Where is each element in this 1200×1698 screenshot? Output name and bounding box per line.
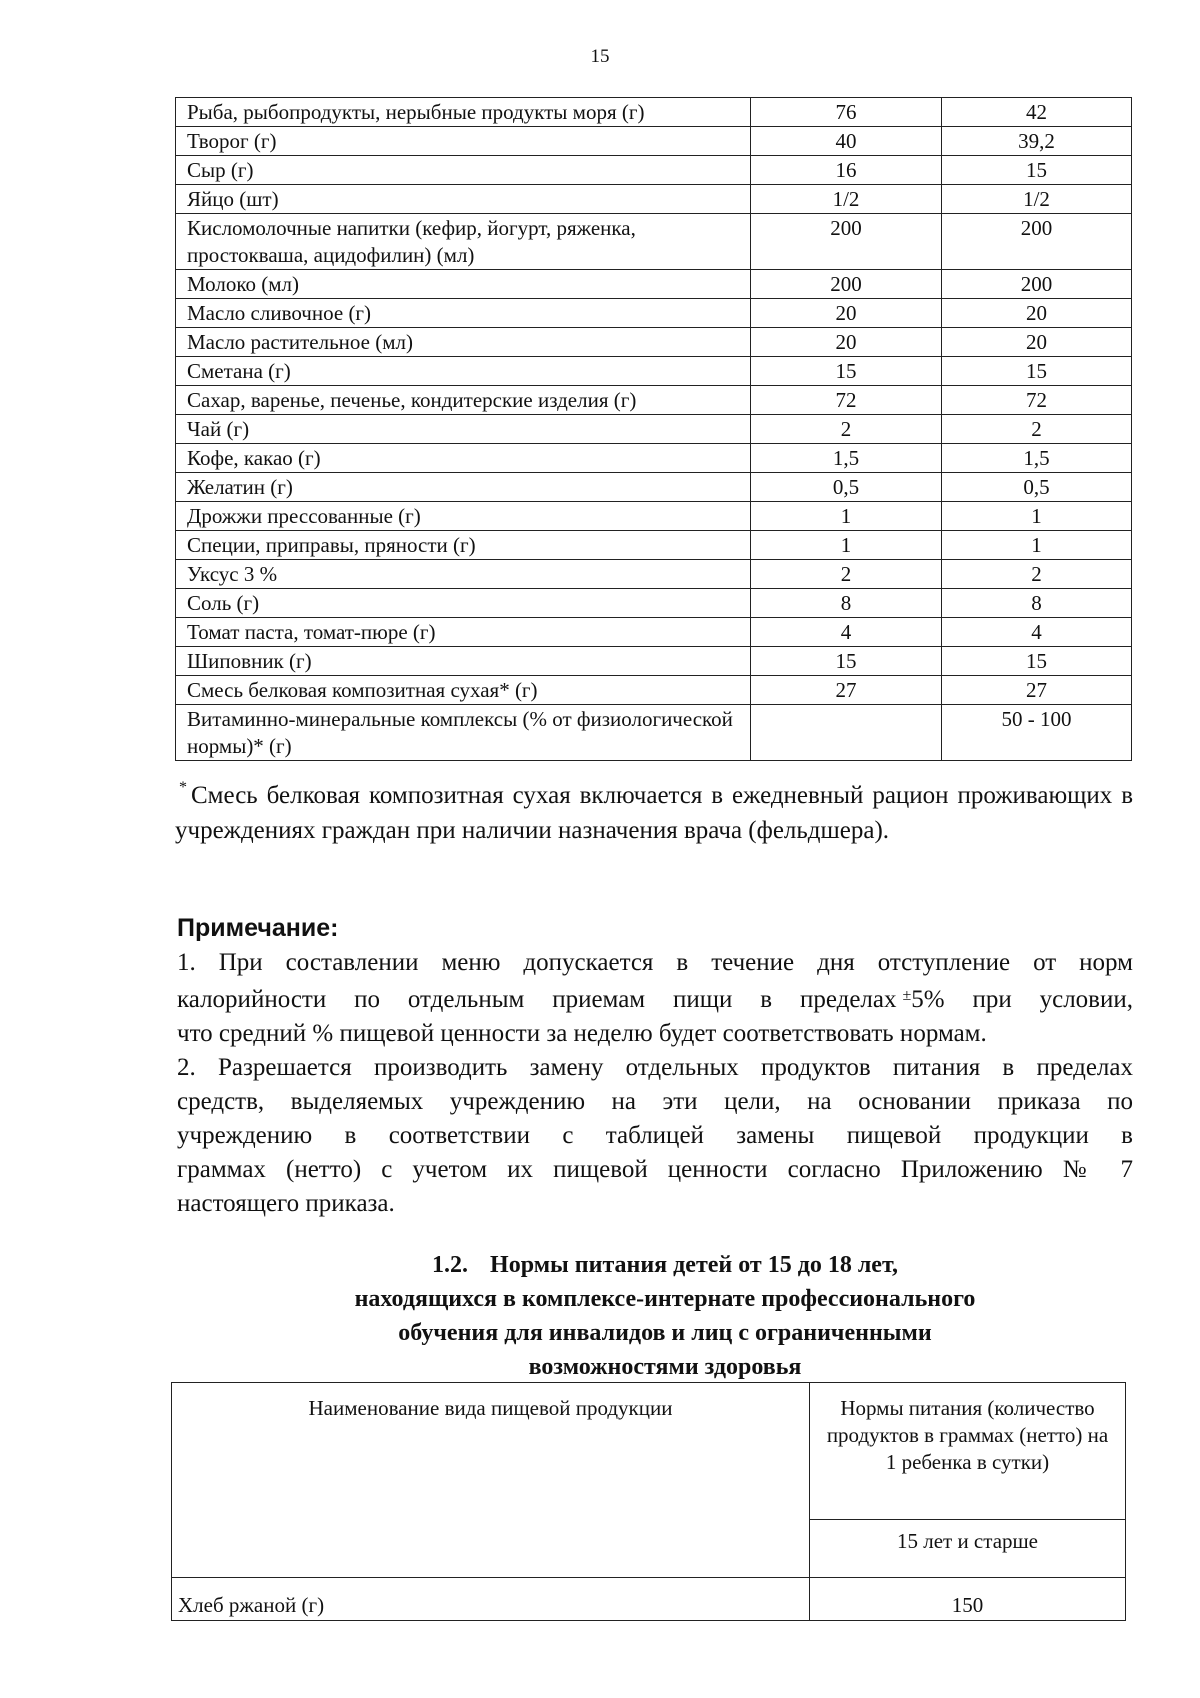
product-name-cell: Масло сливочное (г) [176, 299, 751, 328]
table-row [176, 502, 1132, 531]
value-cell: 150 [810, 1578, 1126, 1621]
notes-block [177, 946, 1133, 1221]
table-row [176, 560, 1132, 589]
note-line: учреждению в соответствии с таблицей замены пищевой продукции в [177, 1122, 1133, 1149]
section-line: обучения для инвалидов и лиц с ограниченными [398, 1320, 932, 1346]
header-age: 15 лет и старше [810, 1520, 1126, 1578]
table-row [176, 386, 1132, 415]
table-row [176, 589, 1132, 618]
product-name-cell: Яйцо (шт) [176, 185, 751, 214]
norms-table [171, 1382, 1126, 1621]
value-cell-2: 1 [942, 531, 1132, 560]
product-name-cell: Сахар, варенье, печенье, кондитерские изделия (г) [176, 386, 751, 415]
table-row [176, 156, 1132, 185]
header-product-name: Наименование вида пищевой продукции [172, 1383, 810, 1578]
value-cell-1: 1 [751, 502, 942, 531]
table-row [176, 299, 1132, 328]
value-cell-1: 1 [751, 531, 942, 560]
footnote [175, 778, 1133, 848]
value-cell-1: 16 [751, 156, 942, 185]
note-line: что средний % пищевой ценности за неделю будет соответствовать нормам. [177, 1020, 987, 1047]
table-row [176, 127, 1132, 156]
value-cell-2: 20 [942, 299, 1132, 328]
note-line: 2. Разрешается производить замену отдельных продуктов питания в пределах [177, 1054, 1133, 1081]
value-cell-2: 200 [942, 270, 1132, 299]
product-name-cell: Желатин (г) [176, 473, 751, 502]
page-number: 15 [590, 46, 610, 67]
table-row [176, 618, 1132, 647]
table-row [176, 676, 1132, 705]
product-name-cell: Томат паста, томат-пюре (г) [176, 618, 751, 647]
value-cell-1: 4 [751, 618, 942, 647]
product-name-cell: Смесь белковая композитная сухая* (г) [176, 676, 751, 705]
value-cell-1: 40 [751, 127, 942, 156]
table-row [176, 415, 1132, 444]
note-text: 5% при условии, [911, 986, 1133, 1013]
value-cell-2: 50 - 100 [942, 705, 1132, 761]
table-row [176, 98, 1132, 127]
section-number: 1.2. [432, 1252, 469, 1278]
table-row [176, 270, 1132, 299]
value-cell-2: 200 [942, 214, 1132, 270]
product-name-cell: Уксус 3 % [176, 560, 751, 589]
note-title: Примечание: [177, 914, 339, 942]
header-norms: Нормы питания (количество продуктов в граммах (нетто) на 1 ребенка в сутки) [810, 1383, 1126, 1520]
value-cell-2: 39,2 [942, 127, 1132, 156]
product-name-cell: Витаминно-минеральные комплексы (% от физиологической нормы)* (г) [176, 705, 751, 761]
nutrition-table [175, 97, 1132, 761]
value-cell-1: 76 [751, 98, 942, 127]
value-cell-1: 15 [751, 357, 942, 386]
value-cell-2: 0,5 [942, 473, 1132, 502]
table-row [176, 647, 1132, 676]
note-line: граммах (нетто) с учетом их пищевой ценности согласно Приложению № 7 [177, 1156, 1133, 1183]
value-cell-1: 200 [751, 214, 942, 270]
note-text: калорийности по отдельным приемам пищи в пределах [177, 986, 897, 1013]
product-name-cell: Соль (г) [176, 589, 751, 618]
value-cell-2: 8 [942, 589, 1132, 618]
value-cell-1: 20 [751, 299, 942, 328]
value-cell-2: 15 [942, 647, 1132, 676]
table-header-row [172, 1383, 1126, 1520]
product-name-cell: Кофе, какао (г) [176, 444, 751, 473]
note-line: средств, выделяемых учреждению на эти цели, на основании приказа по [177, 1088, 1133, 1115]
table-row [176, 357, 1132, 386]
value-cell-1: 2 [751, 415, 942, 444]
section-heading [300, 1248, 1030, 1384]
product-name-cell: Кисломолочные напитки (кефир, йогурт, ряженка, простокваша, ацидофилин) (мл) [176, 214, 751, 270]
product-name-cell: Специи, приправы, пряности (г) [176, 531, 751, 560]
value-cell-2: 1,5 [942, 444, 1132, 473]
section-line: находящихся в комплексе-интернате профессионального [354, 1286, 976, 1312]
value-cell-1: 0,5 [751, 473, 942, 502]
section-line: возможностями здоровья [528, 1354, 802, 1380]
value-cell-2: 27 [942, 676, 1132, 705]
value-cell-1 [751, 705, 942, 761]
product-name-cell: Сметана (г) [176, 357, 751, 386]
value-cell-1: 72 [751, 386, 942, 415]
value-cell-1: 1/2 [751, 185, 942, 214]
product-name-cell: Творог (г) [176, 127, 751, 156]
product-name-cell: Шиповник (г) [176, 647, 751, 676]
value-cell-2: 1 [942, 502, 1132, 531]
note-line [177, 983, 1133, 1017]
table-row [176, 473, 1132, 502]
value-cell-1: 1,5 [751, 444, 942, 473]
value-cell-2: 15 [942, 357, 1132, 386]
value-cell-2: 72 [942, 386, 1132, 415]
product-name-cell: Молоко (мл) [176, 270, 751, 299]
footnote-marker: * [179, 779, 187, 796]
value-cell-2: 20 [942, 328, 1132, 357]
value-cell-2: 1/2 [942, 185, 1132, 214]
product-name-cell: Чай (г) [176, 415, 751, 444]
value-cell-1: 2 [751, 560, 942, 589]
product-name-cell: Хлеб ржаной (г) [172, 1578, 810, 1621]
note-line: 1. При составлении меню допускается в течение дня отступление от норм [177, 949, 1133, 976]
product-name-cell: Рыба, рыбопродукты, нерыбные продукты моря (г) [176, 98, 751, 127]
table-row [176, 705, 1132, 761]
product-name-cell: Дрожжи прессованные (г) [176, 502, 751, 531]
value-cell-1: 27 [751, 676, 942, 705]
value-cell-1: 15 [751, 647, 942, 676]
table-row [176, 444, 1132, 473]
value-cell-2: 2 [942, 560, 1132, 589]
product-name-cell: Масло растительное (мл) [176, 328, 751, 357]
plus-minus-sign: ± [902, 987, 912, 1004]
product-name-cell: Сыр (г) [176, 156, 751, 185]
value-cell-2: 15 [942, 156, 1132, 185]
value-cell-1: 200 [751, 270, 942, 299]
value-cell-2: 4 [942, 618, 1132, 647]
value-cell-2: 2 [942, 415, 1132, 444]
table-row [176, 328, 1132, 357]
table-row [176, 531, 1132, 560]
value-cell-1: 8 [751, 589, 942, 618]
value-cell-1: 20 [751, 328, 942, 357]
footnote-text: Смесь белковая композитная сухая включается в ежедневный рацион проживающих в учреждениях граждан при наличии назначения врача (фельдшера). [175, 782, 1133, 844]
section-line: Нормы питания детей от 15 до 18 лет, [490, 1252, 898, 1278]
table-row [176, 214, 1132, 270]
value-cell-2: 42 [942, 98, 1132, 127]
note-line: настоящего приказа. [177, 1190, 395, 1217]
table-row [172, 1578, 1126, 1621]
table-row [176, 185, 1132, 214]
